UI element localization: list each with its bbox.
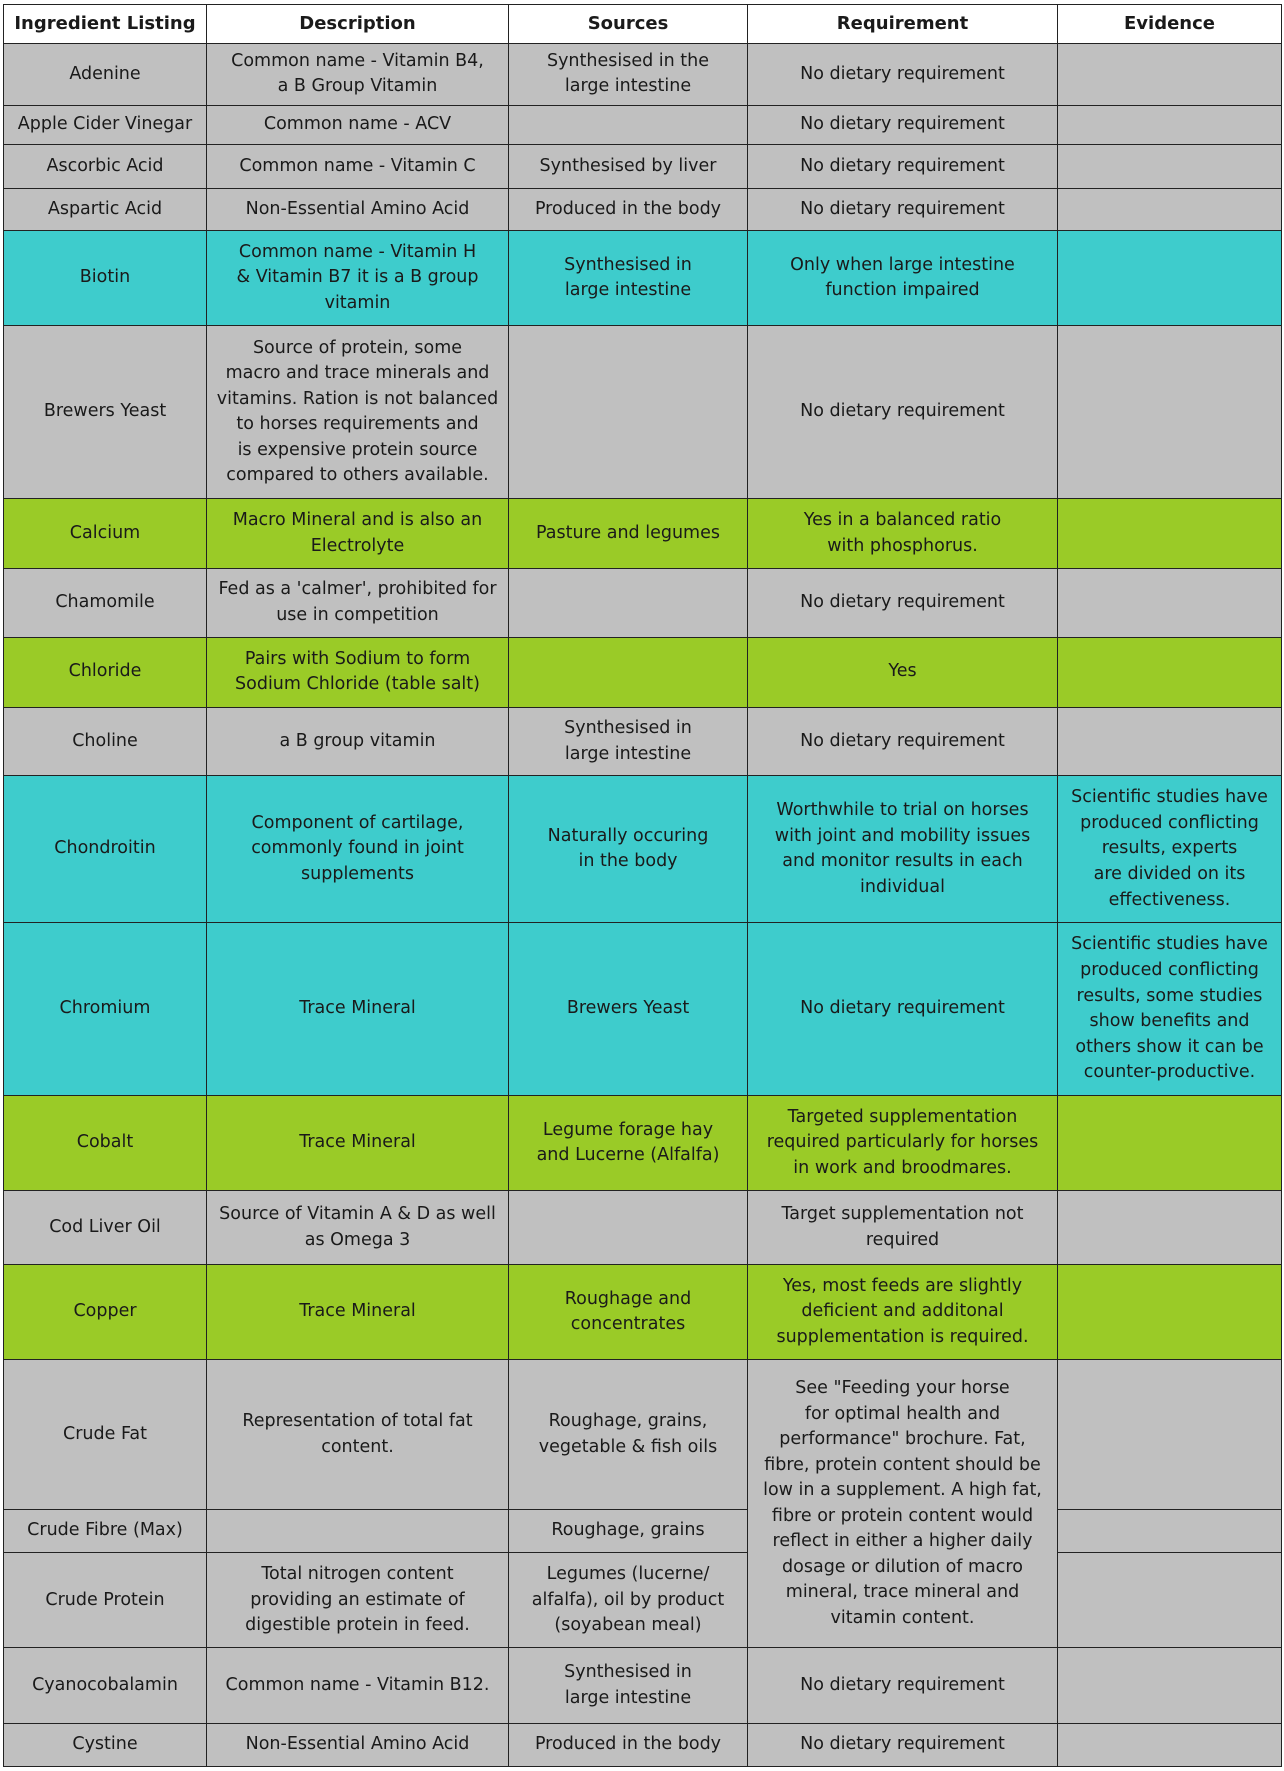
table-row — [4, 569, 1282, 638]
table-row — [4, 44, 1282, 106]
sources-cell: Produced in the body — [509, 188, 748, 230]
description-cell: Pairs with Sodium to form Sodium Chloride (table salt) — [207, 637, 509, 707]
ingredient-cell: Crude Protein — [4, 1553, 207, 1648]
ingredient-cell: Aspartic Acid — [4, 188, 207, 230]
description-cell: a B group vitamin — [207, 707, 509, 776]
requirement-cell: No dietary requirement — [748, 326, 1058, 499]
description-cell: Macro Mineral and is also an Electrolyte — [207, 499, 509, 569]
requirement-cell: No dietary requirement — [748, 923, 1058, 1096]
sources-cell — [509, 326, 748, 499]
requirement-cell: Target supplementation not required — [748, 1191, 1058, 1265]
table-row — [4, 145, 1282, 189]
table-row — [4, 326, 1282, 499]
table-row — [4, 707, 1282, 776]
description-cell — [207, 1509, 509, 1553]
description-cell: Common name - Vitamin B12. — [207, 1648, 509, 1724]
sources-cell — [509, 105, 748, 144]
ingredient-cell: Cystine — [4, 1724, 207, 1767]
ingredient-cell: Ascorbic Acid — [4, 145, 207, 189]
evidence-cell: Scientific studies have produced conflicting results, experts are divided on its effectiveness. — [1058, 776, 1282, 923]
evidence-cell — [1058, 637, 1282, 707]
description-cell: Trace Mineral — [207, 923, 509, 1096]
ingredient-cell: Adenine — [4, 44, 207, 106]
ingredient-cell: Apple Cider Vinegar — [4, 105, 207, 144]
requirement-cell: Yes — [748, 637, 1058, 707]
requirement-cell: Only when large intestine function impaired — [748, 231, 1058, 326]
requirement-cell: Worthwhile to trial on horses with joint and mobility issues and monitor results in each individual — [748, 776, 1058, 923]
sources-cell: Naturally occuring in the body — [509, 776, 748, 923]
table-row — [4, 1191, 1282, 1265]
table-row — [4, 231, 1282, 326]
sources-cell: Legumes (lucerne/ alfalfa), oil by product (soyabean meal) — [509, 1553, 748, 1648]
evidence-cell — [1058, 105, 1282, 144]
evidence-cell: Scientific studies have produced conflicting results, some studies show benefits and others show it can be counter-productive. — [1058, 923, 1282, 1096]
header-ingredient: Ingredient Listing — [4, 5, 207, 44]
evidence-cell — [1058, 1096, 1282, 1191]
table-row — [4, 188, 1282, 230]
ingredient-cell: Biotin — [4, 231, 207, 326]
evidence-cell — [1058, 231, 1282, 326]
description-cell: Source of protein, some macro and trace minerals and vitamins. Ration is not balanced to horses requirements and is expensive protein source compared to others available. — [207, 326, 509, 499]
description-cell: Trace Mineral — [207, 1096, 509, 1191]
requirement-cell: Yes in a balanced ratio with phosphorus. — [748, 499, 1058, 569]
evidence-cell — [1058, 1360, 1282, 1510]
ingredient-cell: Copper — [4, 1265, 207, 1360]
evidence-cell — [1058, 1648, 1282, 1724]
sources-cell: Brewers Yeast — [509, 923, 748, 1096]
requirement-cell: Targeted supplementation required particularly for horses in work and broodmares. — [748, 1096, 1058, 1191]
sources-cell: Synthesised in large intestine — [509, 231, 748, 326]
table-row — [4, 1509, 1282, 1553]
requirement-cell: No dietary requirement — [748, 105, 1058, 144]
evidence-cell — [1058, 1191, 1282, 1265]
table-row — [4, 1724, 1282, 1767]
sources-cell — [509, 1191, 748, 1265]
evidence-cell — [1058, 569, 1282, 638]
crude-requirement-cell: See "Feeding your horse for optimal health and performance" brochure. Fat, fibre, protein content should be low in a supplement. A high fat, fibre or protein content would reflect in either a higher daily dosage or dilution of macro mineral, trace mineral and vitamin content. — [748, 1360, 1058, 1648]
description-cell: Trace Mineral — [207, 1265, 509, 1360]
ingredient-cell: Chondroitin — [4, 776, 207, 923]
sources-cell: Synthesised in the large intestine — [509, 44, 748, 106]
sources-cell — [509, 569, 748, 638]
evidence-cell — [1058, 44, 1282, 106]
ingredient-cell: Chloride — [4, 637, 207, 707]
ingredient-cell: Cod Liver Oil — [4, 1191, 207, 1265]
ingredient-cell: Crude Fibre (Max) — [4, 1509, 207, 1553]
description-cell: Total nitrogen content providing an estimate of digestible protein in feed. — [207, 1553, 509, 1648]
ingredient-cell: Chromium — [4, 923, 207, 1096]
table-row — [4, 1096, 1282, 1191]
description-cell: Fed as a 'calmer', prohibited for use in competition — [207, 569, 509, 638]
header-description: Description — [207, 5, 509, 44]
ingredient-table — [3, 4, 1282, 1767]
ingredient-cell: Choline — [4, 707, 207, 776]
requirement-cell: No dietary requirement — [748, 1648, 1058, 1724]
description-cell: Common name - Vitamin C — [207, 145, 509, 189]
ingredient-cell: Chamomile — [4, 569, 207, 638]
sources-cell: Synthesised in large intestine — [509, 1648, 748, 1724]
requirement-cell: No dietary requirement — [748, 569, 1058, 638]
evidence-cell — [1058, 326, 1282, 499]
evidence-cell — [1058, 1553, 1282, 1648]
requirement-cell: No dietary requirement — [748, 145, 1058, 189]
description-cell: Source of Vitamin A & D as well as Omega 3 — [207, 1191, 509, 1265]
sources-cell: Synthesised in large intestine — [509, 707, 748, 776]
description-cell: Non-Essential Amino Acid — [207, 188, 509, 230]
header-requirement: Requirement — [748, 5, 1058, 44]
description-cell: Common name - ACV — [207, 105, 509, 144]
requirement-cell: No dietary requirement — [748, 707, 1058, 776]
sources-cell: Legume forage hay and Lucerne (Alfalfa) — [509, 1096, 748, 1191]
ingredient-cell: Cobalt — [4, 1096, 207, 1191]
sources-cell — [509, 637, 748, 707]
table-row — [4, 1265, 1282, 1360]
description-cell: Representation of total fat content. — [207, 1360, 509, 1510]
evidence-cell — [1058, 1265, 1282, 1360]
requirement-cell: No dietary requirement — [748, 1724, 1058, 1767]
requirement-cell: No dietary requirement — [748, 44, 1058, 106]
table-row — [4, 105, 1282, 144]
table-row — [4, 637, 1282, 707]
description-cell: Non-Essential Amino Acid — [207, 1724, 509, 1767]
table-row — [4, 1553, 1282, 1648]
sources-cell: Pasture and legumes — [509, 499, 748, 569]
table-row — [4, 1360, 1282, 1510]
requirement-cell: Yes, most feeds are slightly deficient and additonal supplementation is required. — [748, 1265, 1058, 1360]
ingredient-cell: Cyanocobalamin — [4, 1648, 207, 1724]
header-evidence: Evidence — [1058, 5, 1282, 44]
ingredient-cell: Crude Fat — [4, 1360, 207, 1510]
evidence-cell — [1058, 1509, 1282, 1553]
description-cell: Common name - Vitamin H & Vitamin B7 it is a B group vitamin — [207, 231, 509, 326]
sources-cell: Roughage, grains, vegetable & fish oils — [509, 1360, 748, 1510]
description-cell: Component of cartilage, commonly found in joint supplements — [207, 776, 509, 923]
table-row — [4, 923, 1282, 1096]
ingredient-cell: Brewers Yeast — [4, 326, 207, 499]
header-sources: Sources — [509, 5, 748, 44]
table-row — [4, 776, 1282, 923]
evidence-cell — [1058, 145, 1282, 189]
sources-cell: Roughage and concentrates — [509, 1265, 748, 1360]
description-cell: Common name - Vitamin B4, a B Group Vitamin — [207, 44, 509, 106]
evidence-cell — [1058, 1724, 1282, 1767]
evidence-cell — [1058, 188, 1282, 230]
sources-cell: Roughage, grains — [509, 1509, 748, 1553]
requirement-cell: No dietary requirement — [748, 188, 1058, 230]
ingredient-cell: Calcium — [4, 499, 207, 569]
evidence-cell — [1058, 499, 1282, 569]
header-row — [4, 5, 1282, 44]
table-row — [4, 499, 1282, 569]
table-row — [4, 1648, 1282, 1724]
sources-cell: Synthesised by liver — [509, 145, 748, 189]
evidence-cell — [1058, 707, 1282, 776]
sources-cell: Produced in the body — [509, 1724, 748, 1767]
